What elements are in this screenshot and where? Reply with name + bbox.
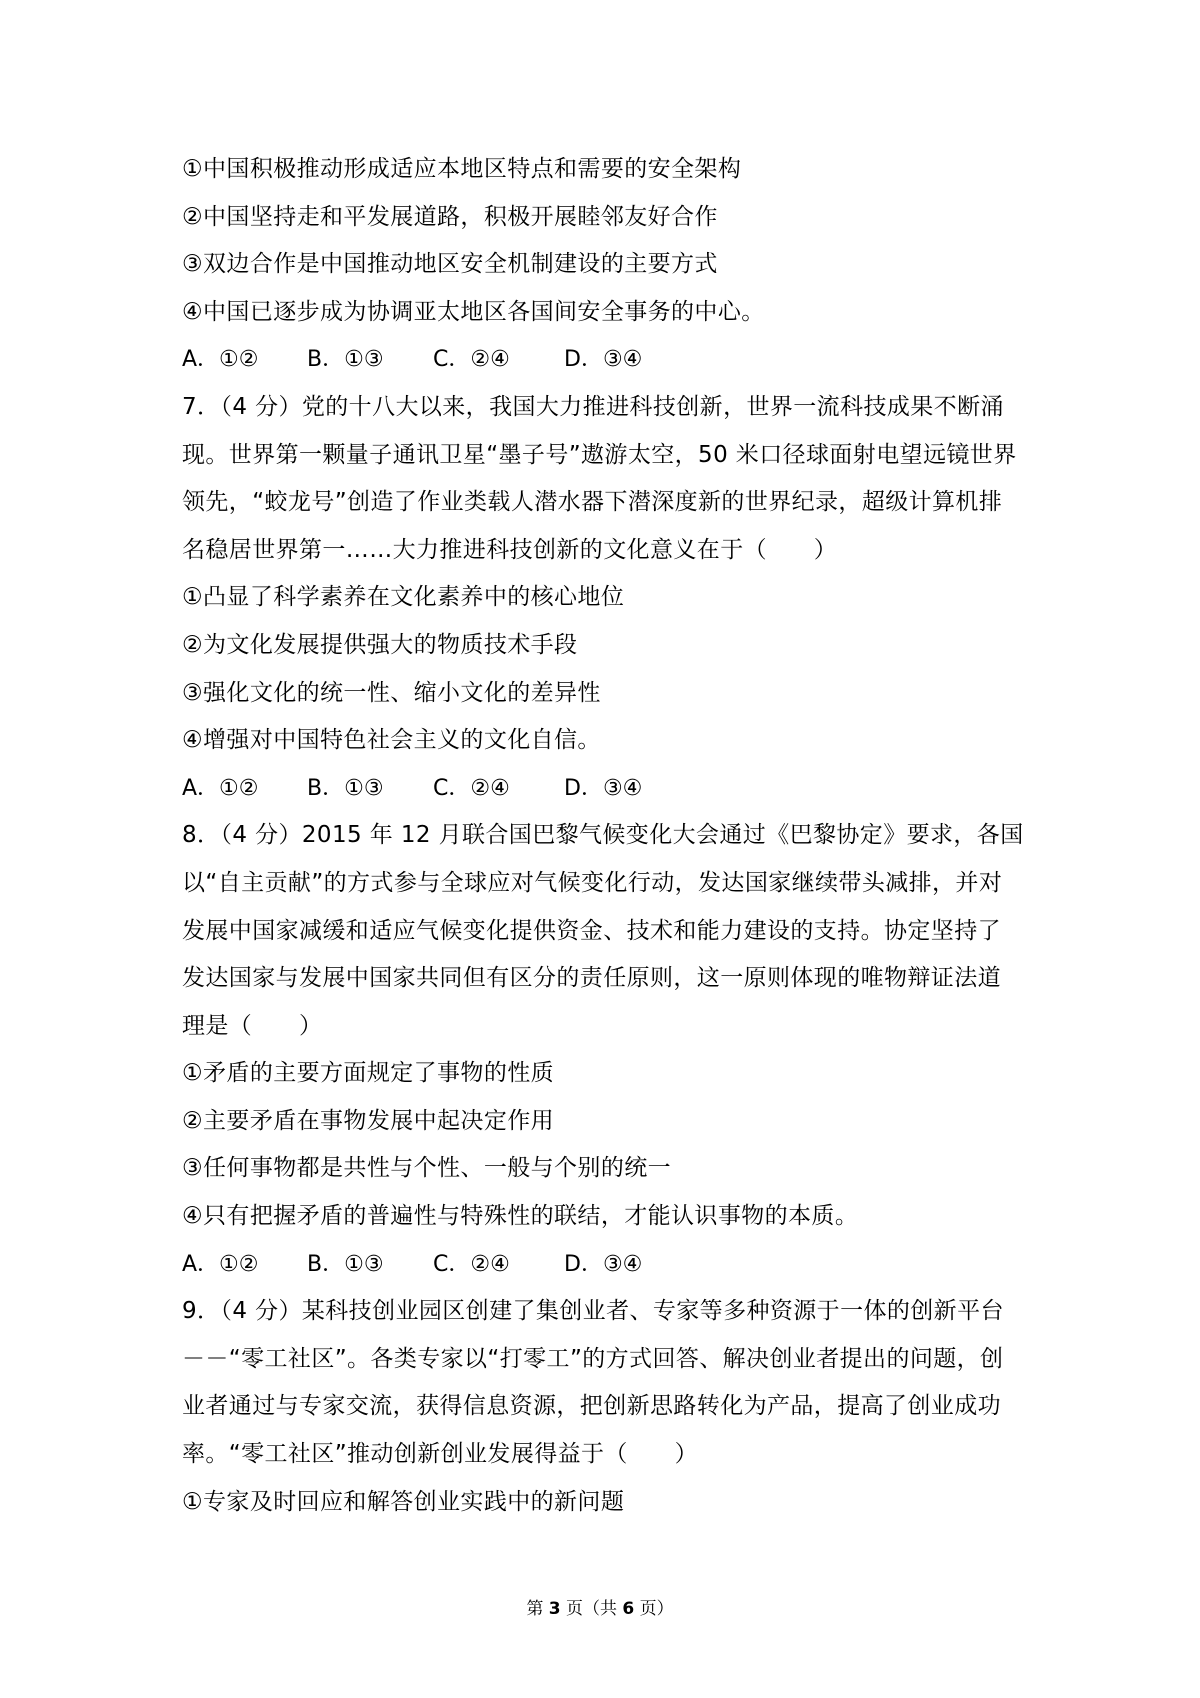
footer-middle: 页（共 — [560, 1599, 623, 1619]
footer-total-pages: 6 — [622, 1599, 635, 1619]
q9-stem-line-4: 率。“零工社区”推动创新创业发展得益于（ ） — [182, 1441, 699, 1468]
q8-option-1: ①矛盾的主要方面规定了事物的性质 — [182, 1060, 555, 1087]
q8-choice-d: D．③④ — [564, 1251, 643, 1277]
footer-page-number: 3 — [548, 1599, 561, 1619]
q7-choices — [182, 765, 1040, 813]
q8-stem-line-2: 以“自主贡献”的方式参与全球应对气候变化行动，发达国家继续带头减排，并对 — [182, 869, 1003, 896]
q7-choice-b: B．①③ — [307, 775, 384, 801]
q7-option-2: ②为文化发展提供强大的物质技术手段 — [182, 631, 578, 658]
q6-option-1: ①中国积极推动形成适应本地区特点和需要的安全架构 — [182, 156, 742, 182]
q7-option-1: ①凸显了科学素养在文化素养中的核心地位 — [182, 584, 625, 611]
page-footer — [0, 1597, 1200, 1621]
q9-option-1: ①专家及时回应和解答创业实践中的新问题 — [182, 1488, 625, 1515]
q6-choice-a: A．①② — [182, 347, 259, 373]
q7-choice-c: C．②④ — [433, 775, 510, 801]
q8-choices — [182, 1241, 1040, 1289]
q7-stem-line-3: 领先，“蛟龙号”创造了作业类载人潜水器下潜深度新的世界纪录，超级计算机排 — [182, 489, 1003, 516]
q7-stem-line-4: 名稳居世界第一……大力推进科技创新的文化意义在于（ ） — [182, 536, 838, 563]
q8-choice-c: C．②④ — [433, 1251, 510, 1277]
q7-choice-d: D．③④ — [564, 775, 643, 801]
q8-stem-line-1: 8．（4 分）2015 年 12 月联合国巴黎气候变化大会通过《巴黎协定》要求，各国 — [182, 822, 1024, 849]
q9-stem-line-1: 9．（4 分）某科技创业园区创建了集创业者、专家等多种资源于一体的创新平台 — [182, 1298, 1004, 1325]
q7-choice-a: A．①② — [182, 775, 259, 801]
q8-choice-a: A．①② — [182, 1251, 259, 1277]
q8-option-3: ③任何事物都是共性与个性、一般与个别的统一 — [182, 1155, 672, 1182]
page-content — [182, 146, 1040, 1526]
q6-choices — [182, 336, 1040, 384]
q7-option-3: ③强化文化的统一性、缩小文化的差异性 — [182, 679, 601, 706]
q8-stem-line-5: 理是（ ） — [182, 1012, 323, 1039]
q8-choice-b: B．①③ — [307, 1251, 384, 1277]
footer-suffix: 页） — [634, 1599, 674, 1619]
q8-stem-line-4: 发达国家与发展中国家共同但有区分的责任原则，这一原则体现的唯物辩证法道 — [182, 965, 1001, 992]
q6-choice-c: C．②④ — [433, 347, 510, 373]
q7-stem-line-2: 现。世界第一颗量子通讯卫星“墨子号”遨游太空，50 米口径球面射电望远镜世界 — [182, 441, 1017, 468]
q9-stem-line-2: －－“零工社区”。各类专家以“打零工”的方式回答、解决创业者提出的问题，创 — [182, 1345, 1004, 1372]
footer-prefix: 第 — [526, 1599, 549, 1619]
q8-option-4: ④只有把握矛盾的普遍性与特殊性的联结，才能认识事物的本质。 — [182, 1203, 859, 1230]
q7-option-4: ④增强对中国特色社会主义的文化自信。 — [182, 727, 601, 754]
q9-stem-line-3: 业者通过与专家交流，获得信息资源，把创新思路转化为产品，提高了创业成功 — [182, 1393, 1001, 1420]
q6-option-3: ③双边合作是中国推动地区安全机制建设的主要方式 — [182, 251, 718, 278]
q6-choice-b: B．①③ — [307, 347, 384, 373]
q6-option-4: ④中国已逐步成为协调亚太地区各国间安全事务的中心。 — [182, 298, 765, 325]
q8-option-2: ②主要矛盾在事物发展中起决定作用 — [182, 1107, 555, 1134]
q7-stem-line-1: 7．（4 分）党的十八大以来，我国大力推进科技创新，世界一流科技成果不断涌 — [182, 393, 1004, 420]
q6-choice-d: D．③④ — [564, 347, 643, 373]
q6-option-2: ②中国坚持走和平发展道路，积极开展睦邻友好合作 — [182, 203, 718, 230]
q8-stem-line-3: 发展中国家减缓和适应气候变化提供资金、技术和能力建设的支持。协定坚持了 — [182, 917, 1001, 944]
